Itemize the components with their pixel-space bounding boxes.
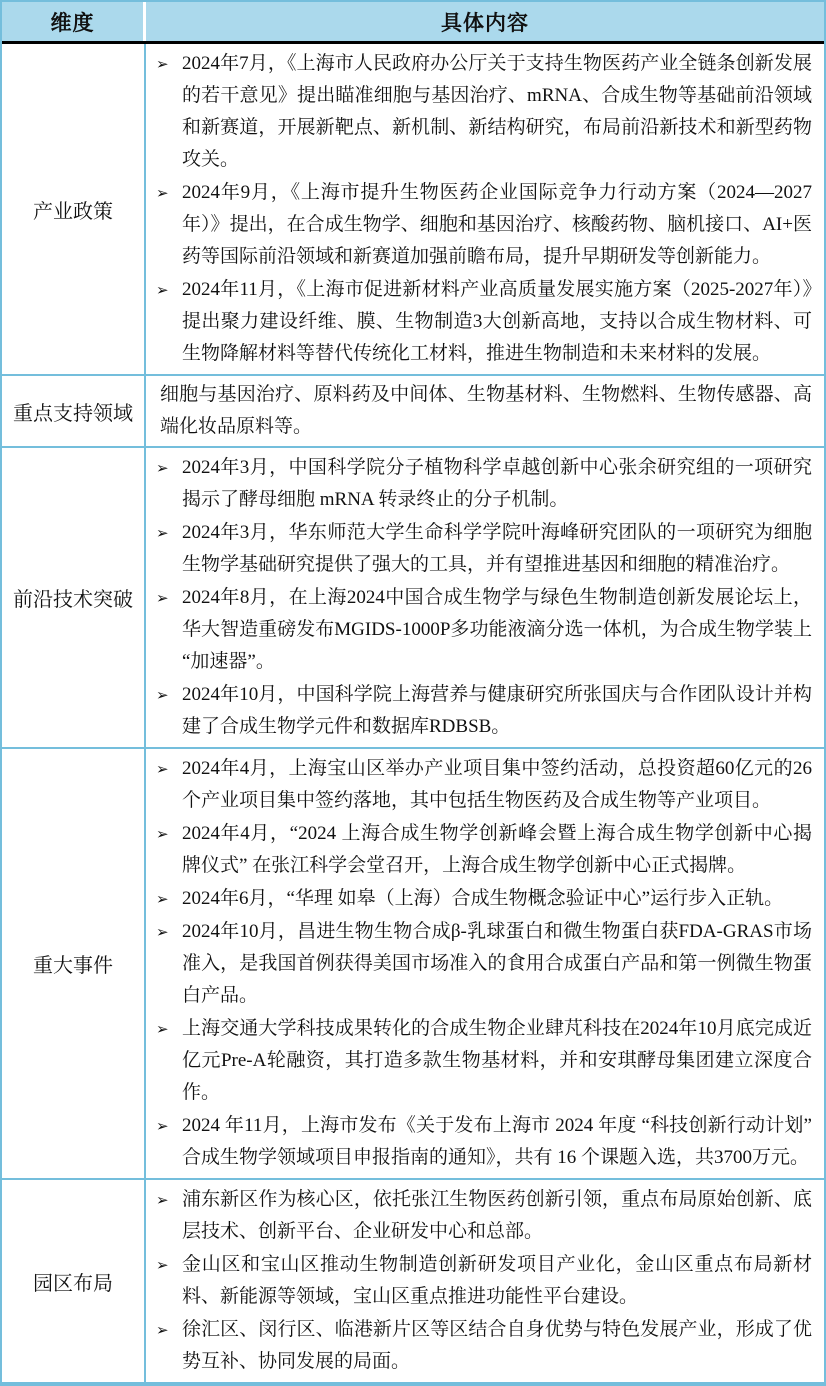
dimension-label: 重大事件 — [33, 955, 113, 977]
bullet-item-text: 2024年3月，中国科学院分子植物科学卓越创新中心张余研究组的一项研究揭示了酵母细胞 mRNA 转录终止的分子机制。 — [182, 457, 812, 510]
dimension-label: 产业政策 — [33, 200, 113, 223]
dimension-cell — [2, 1180, 146, 1382]
bullet-item — [156, 452, 812, 516]
bullet-item-text: 2024年10月，昌进生物生物合成β-乳球蛋白和微生物蛋白获FDA-GRAS市场准入，是我国首例获得美国市场准入的食用合成蛋白产品和第一例微生物蛋白产品。 — [182, 921, 812, 1006]
arrow-bullet-icon: ➢ — [156, 686, 169, 704]
arrow-bullet-icon: ➢ — [156, 890, 169, 908]
content-cell — [146, 448, 824, 747]
content-cell — [146, 44, 824, 374]
dimension-label: 前沿技术突破 — [13, 589, 133, 611]
bullet-item — [156, 177, 812, 273]
arrow-bullet-icon: ➢ — [156, 184, 169, 202]
bullet-item — [156, 1314, 812, 1378]
bullet-item — [156, 818, 812, 882]
bullet-item-text: 2024 年11月，上海市发布《关于发布上海市 2024 年度 “科技创新行动计划”合成生物学领域项目申报指南的通知》，共有 16 个课题入选，共3700万元。 — [182, 1115, 812, 1168]
table-row-park-layout — [2, 1178, 824, 1382]
bullet-item-text: 2024年11月，《上海市促进新材料产业高质量发展实施方案（2025-2027年）》提出聚力建设纤维、膜、生物制造3大创新高地，支持以合成生物材料、可生物降解材料等替代传统化工材料，推进生物制造和未来材料的发展。 — [182, 279, 812, 364]
arrow-bullet-icon: ➢ — [156, 459, 169, 477]
bullet-item — [156, 679, 812, 743]
bullet-item-text: 2024年7月，《上海市人民政府办公厅关于支持生物医药产业全链条创新发展的若干意见》提出瞄准细胞与基因治疗、mRNA、合成生物等基础前沿领域和新赛道，开展新靶点、新机制、新结构研究，布局前沿新技术和新型药物攻关。 — [182, 53, 812, 170]
content-cell — [146, 1180, 824, 1382]
arrow-bullet-icon: ➢ — [156, 825, 169, 843]
bullet-item-text: 2024年3月，华东师范大学生命科学学院叶海峰研究团队的一项研究为细胞生物学基础研究提供了强大的工具，并有望推进基因和细胞的精准治疗。 — [182, 522, 812, 575]
header-cell-content: 具体内容 — [441, 11, 529, 35]
content-cell — [146, 376, 824, 446]
dimension-cell — [2, 749, 146, 1178]
arrow-bullet-icon: ➢ — [156, 1191, 169, 1209]
bullet-item-text: 浦东新区作为核心区，依托张江生物医药创新引领，重点布局原始创新、底层技术、创新平台、企业研发中心和总部。 — [182, 1189, 812, 1242]
bullet-item — [156, 1249, 812, 1313]
dimension-label: 重点支持领域 — [13, 402, 133, 425]
bullet-item — [156, 1110, 812, 1174]
bullet-item — [156, 48, 812, 176]
bullet-item — [156, 1184, 812, 1248]
arrow-bullet-icon: ➢ — [156, 1256, 169, 1274]
arrow-bullet-icon: ➢ — [156, 1321, 169, 1339]
plain-text: 细胞与基因治疗、原料药及中间体、生物基材料、生物燃料、生物传感器、高端化妆品原料等。 — [160, 384, 812, 437]
bullet-item-text: 2024年4月，“2024 上海合成生物学创新峰会暨上海合成生物学创新中心揭牌仪式” 在张江科学会堂召开，上海合成生物学创新中心正式揭牌。 — [182, 823, 812, 876]
arrow-bullet-icon: ➢ — [156, 281, 169, 299]
dimension-cell — [2, 44, 146, 374]
dimension-label: 园区布局 — [33, 1272, 113, 1295]
bullet-item — [156, 1013, 812, 1109]
dimension-cell — [2, 376, 146, 446]
bullet-item-text: 2024年8月，在上海2024中国合成生物学与绿色生物制造创新发展论坛上，华大智造重磅发布MGIDS-1000P多功能液滴分选一体机，为合成生物学装上“加速器”。 — [182, 587, 812, 672]
dimension-cell — [2, 448, 146, 747]
arrow-bullet-icon: ➢ — [156, 1020, 169, 1038]
bullet-item-text: 2024年10月，中国科学院上海营养与健康研究所张国庆与合作团队设计并构建了合成生物学元件和数据库RDBSB。 — [182, 684, 812, 737]
bullet-item-text: 2024年6月，“华理 如皋（上海）合成生物概念验证中心”运行步入正轨。 — [182, 888, 784, 909]
table-body — [2, 44, 824, 1382]
bullet-item-text: 2024年9月，《上海市提升生物医药企业国际竞争力行动方案（2024—2027年）》提出，在合成生物学、细胞和基因治疗、核酸药物、脑机接口、AI+医药等国际前沿领域和新赛道加强前瞻布局，提升早期研发等创新能力。 — [182, 182, 812, 267]
table-row-major-events — [2, 747, 824, 1178]
arrow-bullet-icon: ➢ — [156, 760, 169, 778]
bullet-item — [156, 582, 812, 678]
arrow-bullet-icon: ➢ — [156, 55, 169, 73]
bullet-item — [156, 517, 812, 581]
header-cell-dimension: 维度 — [2, 2, 146, 41]
bullet-item — [156, 274, 812, 370]
content-cell — [146, 749, 824, 1178]
arrow-bullet-icon: ➢ — [156, 524, 169, 542]
table-header-row — [2, 2, 824, 44]
bullet-item — [156, 916, 812, 1012]
bullet-item — [156, 883, 812, 915]
table-row-industry-policy — [2, 44, 824, 374]
arrow-bullet-icon: ➢ — [156, 923, 169, 941]
table-row-key-support-areas — [2, 374, 824, 446]
arrow-bullet-icon: ➢ — [156, 1117, 169, 1135]
bullet-item-text: 徐汇区、闵行区、临港新片区等区结合自身优势与特色发展产业，形成了优势互补、协同发展的局面。 — [182, 1319, 812, 1372]
table-row-frontier-tech-breakthroughs — [2, 446, 824, 747]
bullet-item — [156, 753, 812, 817]
bullet-item-text: 上海交通大学科技成果转化的合成生物企业肆芃科技在2024年10月底完成近亿元Pre-A轮融资，其打造多款生物基材料，并和安琪酵母集团建立深度合作。 — [182, 1018, 812, 1103]
bullet-item-text: 金山区和宝山区推动生物制造创新研发项目产业化，金山区重点布局新材料、新能源等领域，宝山区重点推进功能性平台建设。 — [182, 1254, 812, 1307]
bullet-item-text: 2024年4月，上海宝山区举办产业项目集中签约活动，总投资超60亿元的26个产业项目集中签约落地，其中包括生物医药及合成生物等产业项目。 — [182, 758, 812, 811]
arrow-bullet-icon: ➢ — [156, 589, 169, 607]
